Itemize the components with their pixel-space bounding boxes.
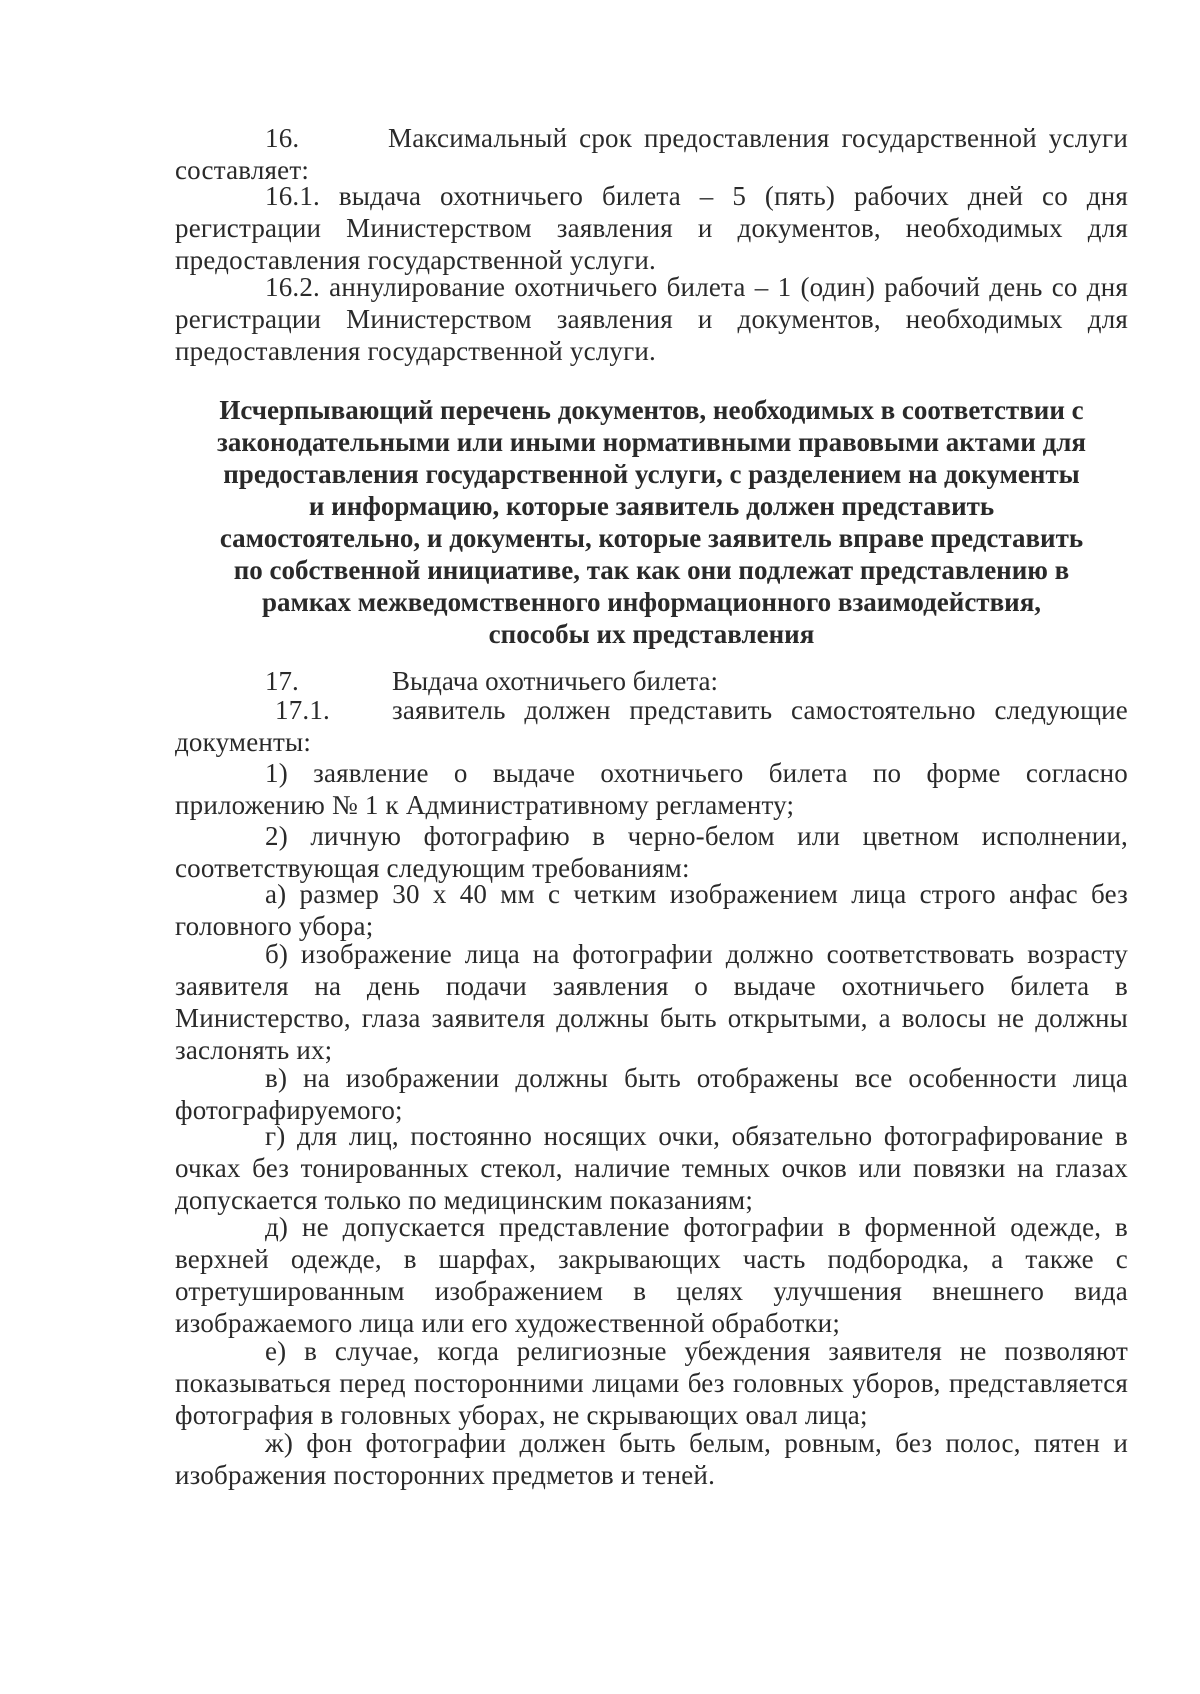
list-item: д) не допускается представление фотографии в форменной одежде, в верхней одежде, в шарфах, закрывающих часть подбородка, а также с отретушированным изображением в целях улучшения внешнего вида изображаемого лица или его художественной обработки; (175, 1212, 1128, 1338)
list-item: г) для лиц, постоянно носящих очки, обязательно фотографирование в очках без тонированных стекол, наличие темных очков или повязки на глазах допускается только по медицинским показаниям; (175, 1121, 1128, 1215)
list-item: 1) заявление о выдаче охотничьего билета по форме согласно приложению № 1 к Административному регламенту; (175, 758, 1128, 820)
list-item: б) изображение лица на фотографии должно соответствовать возрасту заявителя на день подачи заявления о выдаче охотничьего билета в Министерство, глаза заявителя должны быть открытыми, а волосы не должны заслонять их; (175, 939, 1128, 1065)
item-17-1-text: заявитель должен представить самостоятельно следующие документы: (175, 695, 1128, 757)
list-item: в) на изображении должны быть отображены все особенности лица фотографируемого; (175, 1063, 1128, 1125)
item-17-1-number: 17.1. (275, 695, 330, 725)
item-16-text: Максимальный срок предоставления государственной услуги составляет: (175, 123, 1128, 185)
item-16-2: 16.2. аннулирование охотничьего билета – 1 (один) рабочий день со дня регистрации Министерством заявления и документов, необходимых для предоставления государственной услуги. (175, 272, 1128, 366)
item-17-number: 17. (265, 666, 299, 696)
list-item: а) размер 30 х 40 мм с четким изображением лица строго анфас без головного убора; (175, 879, 1128, 941)
list-item: е) в случае, когда религиозные убеждения заявителя не позволяют показываться перед посторонними лицами без головных уборов, представляется фотография в головных уборах, не скрывающих овал лица; (175, 1336, 1128, 1430)
section-heading: Исчерпывающий перечень документов, необходимых в соответствии с законодательными или иными нормативными правовыми актами для предоставления государственной услуги, с разделением на документы и информацию, которые заявитель должен представить самостоятельно, и документы, которые заявитель вправе представить по собственной инициативе, так как они подлежат представлению в рамках межведомственного информационного взаимодействия, способы их представления (216, 395, 1087, 649)
item-17-text: Выдача охотничьего билета: (392, 666, 719, 696)
list-item: 2) личную фотографию в черно-белом или цветном исполнении, соответствующая следующим требованиям: (175, 821, 1128, 883)
item-16-1: 16.1. выдача охотничьего билета – 5 (пять) рабочих дней со дня регистрации Министерством заявления и документов, необходимых для предоставления государственной услуги. (175, 181, 1128, 275)
item-17 (265, 665, 1128, 697)
list-item: ж) фон фотографии должен быть белым, ровным, без полос, пятен и изображения посторонних предметов и теней. (175, 1428, 1128, 1490)
item-16-number: 16. (265, 123, 300, 153)
item-16 (175, 122, 1128, 186)
item-17-1 (175, 694, 1128, 758)
